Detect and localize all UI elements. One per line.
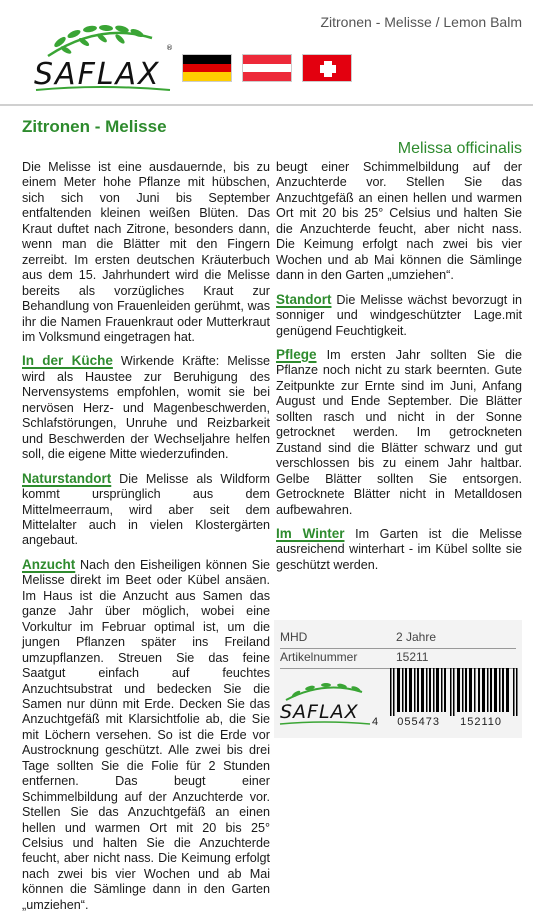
ean-group2: 152110 xyxy=(460,716,502,728)
saflax-logo xyxy=(30,20,180,100)
ean-group1: 055473 xyxy=(397,716,440,728)
barcode xyxy=(390,668,518,716)
header-divider xyxy=(0,104,533,106)
pflege-text: Im ersten Jahr sollten Sie die Pflanze noch nicht zu stark beernten. Gute Zeitpunkte zur Ernte sind im Juni, Anfang August und Ende September. Die Blätter sollten rasch und nicht in der Sonne getrocknet werden. Im getrockneten Zustand sind die Blätter schwarz und gut verschlossen bis zu einem Jahr haltbar. Gelbe Blätter sollten Sie entsorgen. Getrocknete Blätter nicht in Metalldosen aufbewahren. xyxy=(276,347,522,517)
pflege-section xyxy=(276,347,522,518)
winter-heading: Im Winter xyxy=(276,525,345,541)
kueche-heading: In der Küche xyxy=(22,353,113,369)
naturstandort-section xyxy=(22,471,270,549)
winter-section xyxy=(276,526,522,573)
switzerland-flag xyxy=(302,54,352,82)
germany-flag xyxy=(182,54,232,82)
anzucht-section xyxy=(22,556,270,912)
mhd-label: MHD xyxy=(280,630,308,644)
kueche-section xyxy=(22,353,270,462)
intro-paragraph: Die Melisse ist eine ausdauernde, bis zu einem Meter hohe Pflanze mit hübschen, sich sich von Juni bis September entfaltenden kleinen weißen Blüten. Das Kraut duftet nach Zitrone, besonders dann, wenn man die Blätter mit den Fingern zerreibt. Im ersten deutschen Kräuterbuch aus dem 15. Jahrhundert wird die Melisse bereits als vorzügliches Kraut zur Behandlung von Frauenleiden gerühmt, was ihr die Namen Frauenkraut oder Mutterkraut im Volksmund eingetragen hat. xyxy=(22,160,270,344)
latin-name: Melissa officinalis xyxy=(397,140,522,157)
anzucht-continued: beugt einer Schimmelbildung auf der Anzuchterde vor. Stellen Sie das Anzuchtgefäß an einen hellen und warmen Ort mit 20 bis 25° Celsius und halten Sie die Anzuchterde feucht, aber nicht nass. Die Keimung erfolgt nach zwei bis vier Wochen und ab Mai können die Sämlinge dann in den Garten „umziehen“. xyxy=(276,160,522,283)
article-label: Artikelnummer xyxy=(280,650,358,664)
header-title: Zitronen - Melisse / Lemon Balm xyxy=(320,14,522,30)
standort-section xyxy=(276,292,522,339)
saflax-logo-small xyxy=(276,680,376,730)
svg-text:®: ® xyxy=(166,44,173,52)
austria-flag xyxy=(242,54,292,82)
right-column xyxy=(276,160,522,581)
kueche-text: Wirkende Kräfte: Melisse wird als Haustee zur Beruhigung des Nervensystems empfohlen, womit sie bei nervösen Herz- und Magenbeschwerden, Schlafstörungen, Unruhe und Reizbarkeit und Beschwerden der Wechseljahre helfen soll, die eigene Mitte wiederzufinden. xyxy=(22,354,271,462)
article-value: 15211 xyxy=(396,650,429,664)
svg-text:SAFLAX: SAFLAX xyxy=(280,701,359,723)
naturstandort-heading: Naturstandort xyxy=(22,470,112,486)
mhd-value: 2 Jahre xyxy=(396,630,437,644)
winter-text: Im Garten ist die Melisse ausreichend winterhart - im Kübel sollte sie geschützt werden. xyxy=(276,526,523,572)
anzucht-text: Nach den Eisheiligen können Sie Melisse direkt im Beet oder Kübel ansäen. Im Haus ist die Anzucht aus Samen das ganze Jahr über möglich, wobei eine Vorkultur im Februar optimal ist, um die jungen Pflanzen später ins Freiland umzupflanzen. Streuen Sie das feine Saatgut einfach auf feuchtes Anzuchtsubstrat und bedecken Sie die Samen nur dünn mit Erde. Decken Sie das Anzuchtgefäß mit Klarsichtfolie ab, die Sie mit Löchern versehen. So ist die Erde vor Austrocknung geschützt. Alle zwei bis drei Tage sollten Sie die Folie für 2 Stunden entfernen. Das beugt einer Schimmelbildung auf der Anzuchterde vor. Stellen Sie das Anzuchtgefäß an einen hellen und warmen Ort mit 20 bis 25° Celsius und halten Sie die Anzuchterde feucht, aber nicht nass. Die Keimung erfolgt nach zwei bis vier Wochen und ab Mai können die Sämlinge dann in den Garten „umziehen“. xyxy=(22,557,270,912)
ean-lead: 4 xyxy=(372,716,380,728)
svg-text:SAFLAX: SAFLAX xyxy=(34,57,161,92)
standort-heading: Standort xyxy=(276,291,332,307)
page-title: Zitronen - Melisse xyxy=(22,117,167,136)
info-divider xyxy=(280,648,516,649)
pflege-heading: Pflege xyxy=(276,346,317,362)
ean-number xyxy=(372,716,522,728)
anzucht-heading: Anzucht xyxy=(22,556,76,572)
standort-text: Die Melisse wächst bevorzugt in sonniger und windgeschützter Lage.mit genügend Feuchtigkeit. xyxy=(276,292,522,338)
left-column xyxy=(22,160,271,912)
naturstandort-text: Die Melisse als Wildform kommt ursprünglich aus dem Mittelmeerraum, wird aber seit dem Mittelalter auch in vielen Klostergärten angebaut. xyxy=(22,471,270,548)
